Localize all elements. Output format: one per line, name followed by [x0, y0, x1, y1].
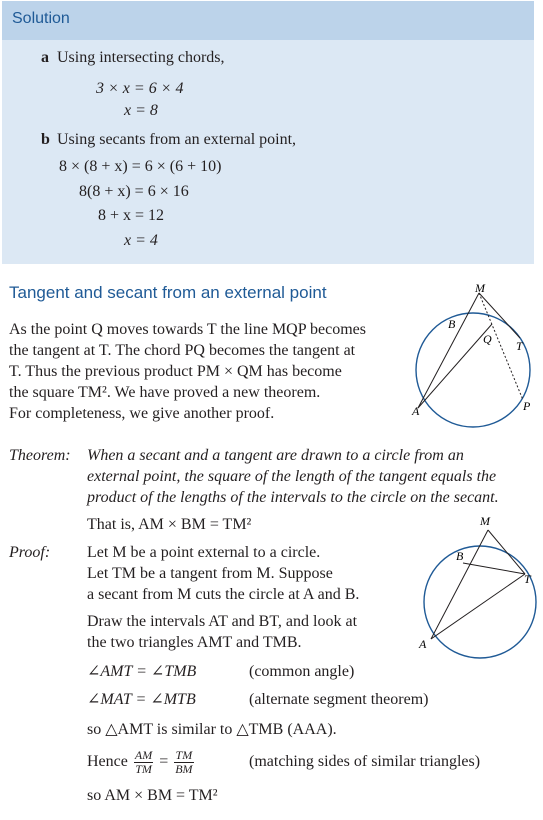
part-b-eq2: 8(8 + x) = 6 × 16 — [79, 183, 189, 200]
part-b-intro: Using secants from an external point, — [57, 131, 297, 148]
fraction-am-tm — [134, 749, 153, 776]
figure2-line-at — [431, 574, 525, 639]
figure2-label-a: A — [419, 637, 427, 651]
figure-secant-tangent — [395, 275, 543, 440]
proof-draw-line: the two triangles AMT and TMB. — [87, 634, 302, 651]
proof-step1-reason: (common angle) — [249, 663, 355, 680]
part-a-label: a — [41, 49, 49, 66]
part-b-eq1: 8 × (8 + x) = 6 × (6 + 10) — [59, 158, 222, 175]
part-a-eq1: 3 × x = 6 × 4 — [96, 80, 184, 97]
part-b-eq3: 8 + x = 12 — [98, 207, 165, 224]
figure2-label-t: T — [524, 572, 531, 586]
part-b-label: b — [41, 131, 50, 148]
figure2-label-b: B — [456, 549, 464, 563]
proof-step2-reason: (alternate segment theorem) — [249, 691, 429, 708]
solution-header-bar — [2, 1, 534, 40]
fraction-denominator: TM — [135, 761, 152, 776]
theorem-line: external point, the square of the length of the tangent equals the — [87, 468, 497, 485]
figure1-secant-line — [418, 293, 479, 408]
theorem-line: When a secant and a tangent are drawn to a circle from an — [87, 447, 464, 464]
figure-tangent-proof — [410, 508, 543, 668]
proof-line: Let M be a point external to a circle. — [87, 544, 321, 561]
fraction-denominator: BM — [175, 761, 193, 776]
figure2-tangent-line — [488, 530, 525, 574]
proof-conclusion: so AM × BM = TM² — [87, 787, 218, 804]
proof-hence-row — [87, 742, 196, 782]
figure1-label-m: M — [475, 281, 485, 295]
part-a-intro: Using intersecting chords, — [57, 49, 225, 66]
proof-label: Proof: — [9, 544, 51, 561]
figure1-chord — [418, 324, 492, 408]
theorem-line: product of the lengths of the intervals to the circle on the secant. — [87, 489, 499, 506]
part-a-eq2: x = 8 — [124, 102, 158, 119]
figure2-label-m: M — [480, 514, 490, 528]
fraction-numerator: AM — [134, 747, 153, 762]
proof-hence-reason: (matching sides of similar triangles) — [249, 753, 481, 770]
proof-step2-equation: ∠MAT = ∠MTB — [87, 691, 196, 708]
paragraph-line: As the point Q moves towards T the line MQP becomes — [9, 321, 366, 338]
proof-similar: so △AMT is similar to △TMB (AAA). — [87, 721, 337, 738]
figure2-circle — [424, 546, 536, 658]
fraction-numerator: TM — [175, 747, 193, 762]
theorem-that-is: That is, AM × BM = TM² — [87, 516, 252, 533]
figure1-label-t: T — [516, 339, 523, 353]
figure1-label-a: A — [412, 404, 420, 418]
paragraph-line: the square TM². We have proved a new theorem. — [9, 384, 321, 401]
figure2-secant-line — [431, 530, 488, 639]
figure1-label-q: Q — [483, 332, 492, 346]
paragraph-line: For completeness, we give another proof. — [9, 405, 275, 422]
figure1-label-b: B — [448, 317, 456, 331]
figure2-line-bt — [463, 563, 525, 574]
proof-line: Let TM be a tangent from M. Suppose — [87, 565, 333, 582]
part-b-eq4: x = 4 — [124, 232, 158, 249]
paragraph-line: T. Thus the previous product PM × QM has become — [9, 363, 342, 380]
proof-hence-label: Hence — [87, 753, 128, 770]
proof-line: a secant from M cuts the circle at A and B. — [87, 586, 360, 603]
fraction-tm-bm — [174, 749, 193, 776]
equals-sign: = — [159, 753, 169, 770]
paragraph-line: the tangent at T. The chord PQ becomes the tangent at — [9, 342, 356, 359]
figure1-label-p: P — [523, 399, 531, 413]
proof-draw-line: Draw the intervals AT and BT, and look at — [87, 613, 358, 630]
proof-step1-equation: ∠AMT = ∠TMB — [87, 663, 197, 680]
section-heading: Tangent and secant from an external point — [9, 283, 327, 302]
solution-title: Solution — [12, 10, 70, 27]
theorem-label: Theorem: — [9, 447, 71, 464]
